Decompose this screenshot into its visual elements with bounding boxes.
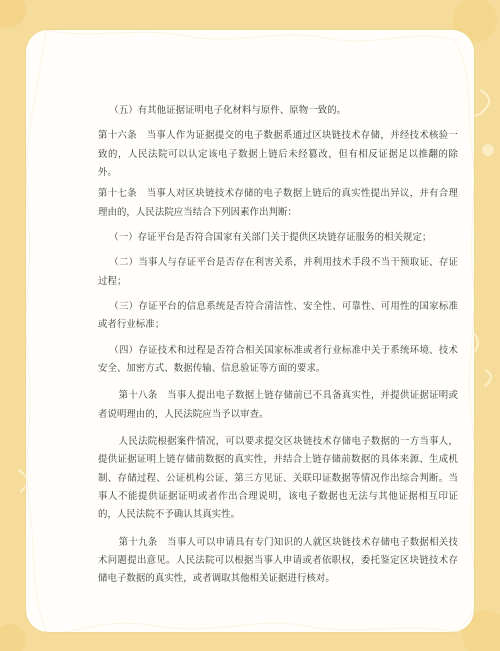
article-18-paragraph-2: 人民法院根据案件情况，可以要求提交区块链技术存储电子数据的一方当事人，提供证据证明上链存储前数据的真实性，并结合上链存储前数据的具体来源、生成机制、存储过程、公证机构公证、第三方见证、关联印证数据等情况作出综合判断。当事人不能提供证据证明或者作出合理说明，该电子数据也无法与其他证据相互印证的，人民法院不予确认其真实性。	[98, 435, 458, 521]
factor-item-3: （三）存证平台的信息系统是否符合清洁性、安全性、可靠性、可用性的国家标准或者行业标准；	[98, 300, 458, 331]
article-16: 第十六条 当事人作为证据提交的电子数据系通过区块链技术存储，并经技术核验一致的，人民法院可以认定该电子数据上链后未经篡改，但有相反证据足以推翻的除外。	[98, 130, 458, 178]
article-19: 第十九条 当事人可以申请具有专门知识的人就区块链技术存储电子数据相关技术问题提出意见。人民法院可以根据当事人申请或者依职权，委托鉴定区块链技术存储电子数据的真实性，或者调取其他相关证据进行核对。	[98, 536, 458, 585]
factor-item-2: （二）当事人与存证平台是否存在利害关系，并利用技术手段不当干预取证、存证过程；	[98, 257, 458, 287]
factor-item-4: （四）存证技术和过程是否符合相关国家标准或者行业标准中关于系统环境、技术安全、加密方式、数据传输、信息验证等方面的要求。	[98, 344, 458, 374]
factor-item-1: （一）存证平台是否符合国家有关部门关于提供区块链存证服务的相关规定；	[109, 231, 432, 243]
article-17: 第十七条 当事人对区块链技术存储的电子数据上链后的真实性提出异议，并有合理理由的，人民法院应当结合下列因素作出判断：	[98, 188, 458, 218]
article-18: 第十八条 当事人提出电子数据上链存储前已不具备真实性，并提供证据证明或者说明理由的，人民法院应当予以审查。	[98, 390, 458, 420]
document-page	[26, 30, 474, 632]
document-content	[98, 102, 458, 589]
paragraph-item-5: （五）有其他证据证明电子化材料与原件、原物一致的。	[109, 105, 347, 116]
